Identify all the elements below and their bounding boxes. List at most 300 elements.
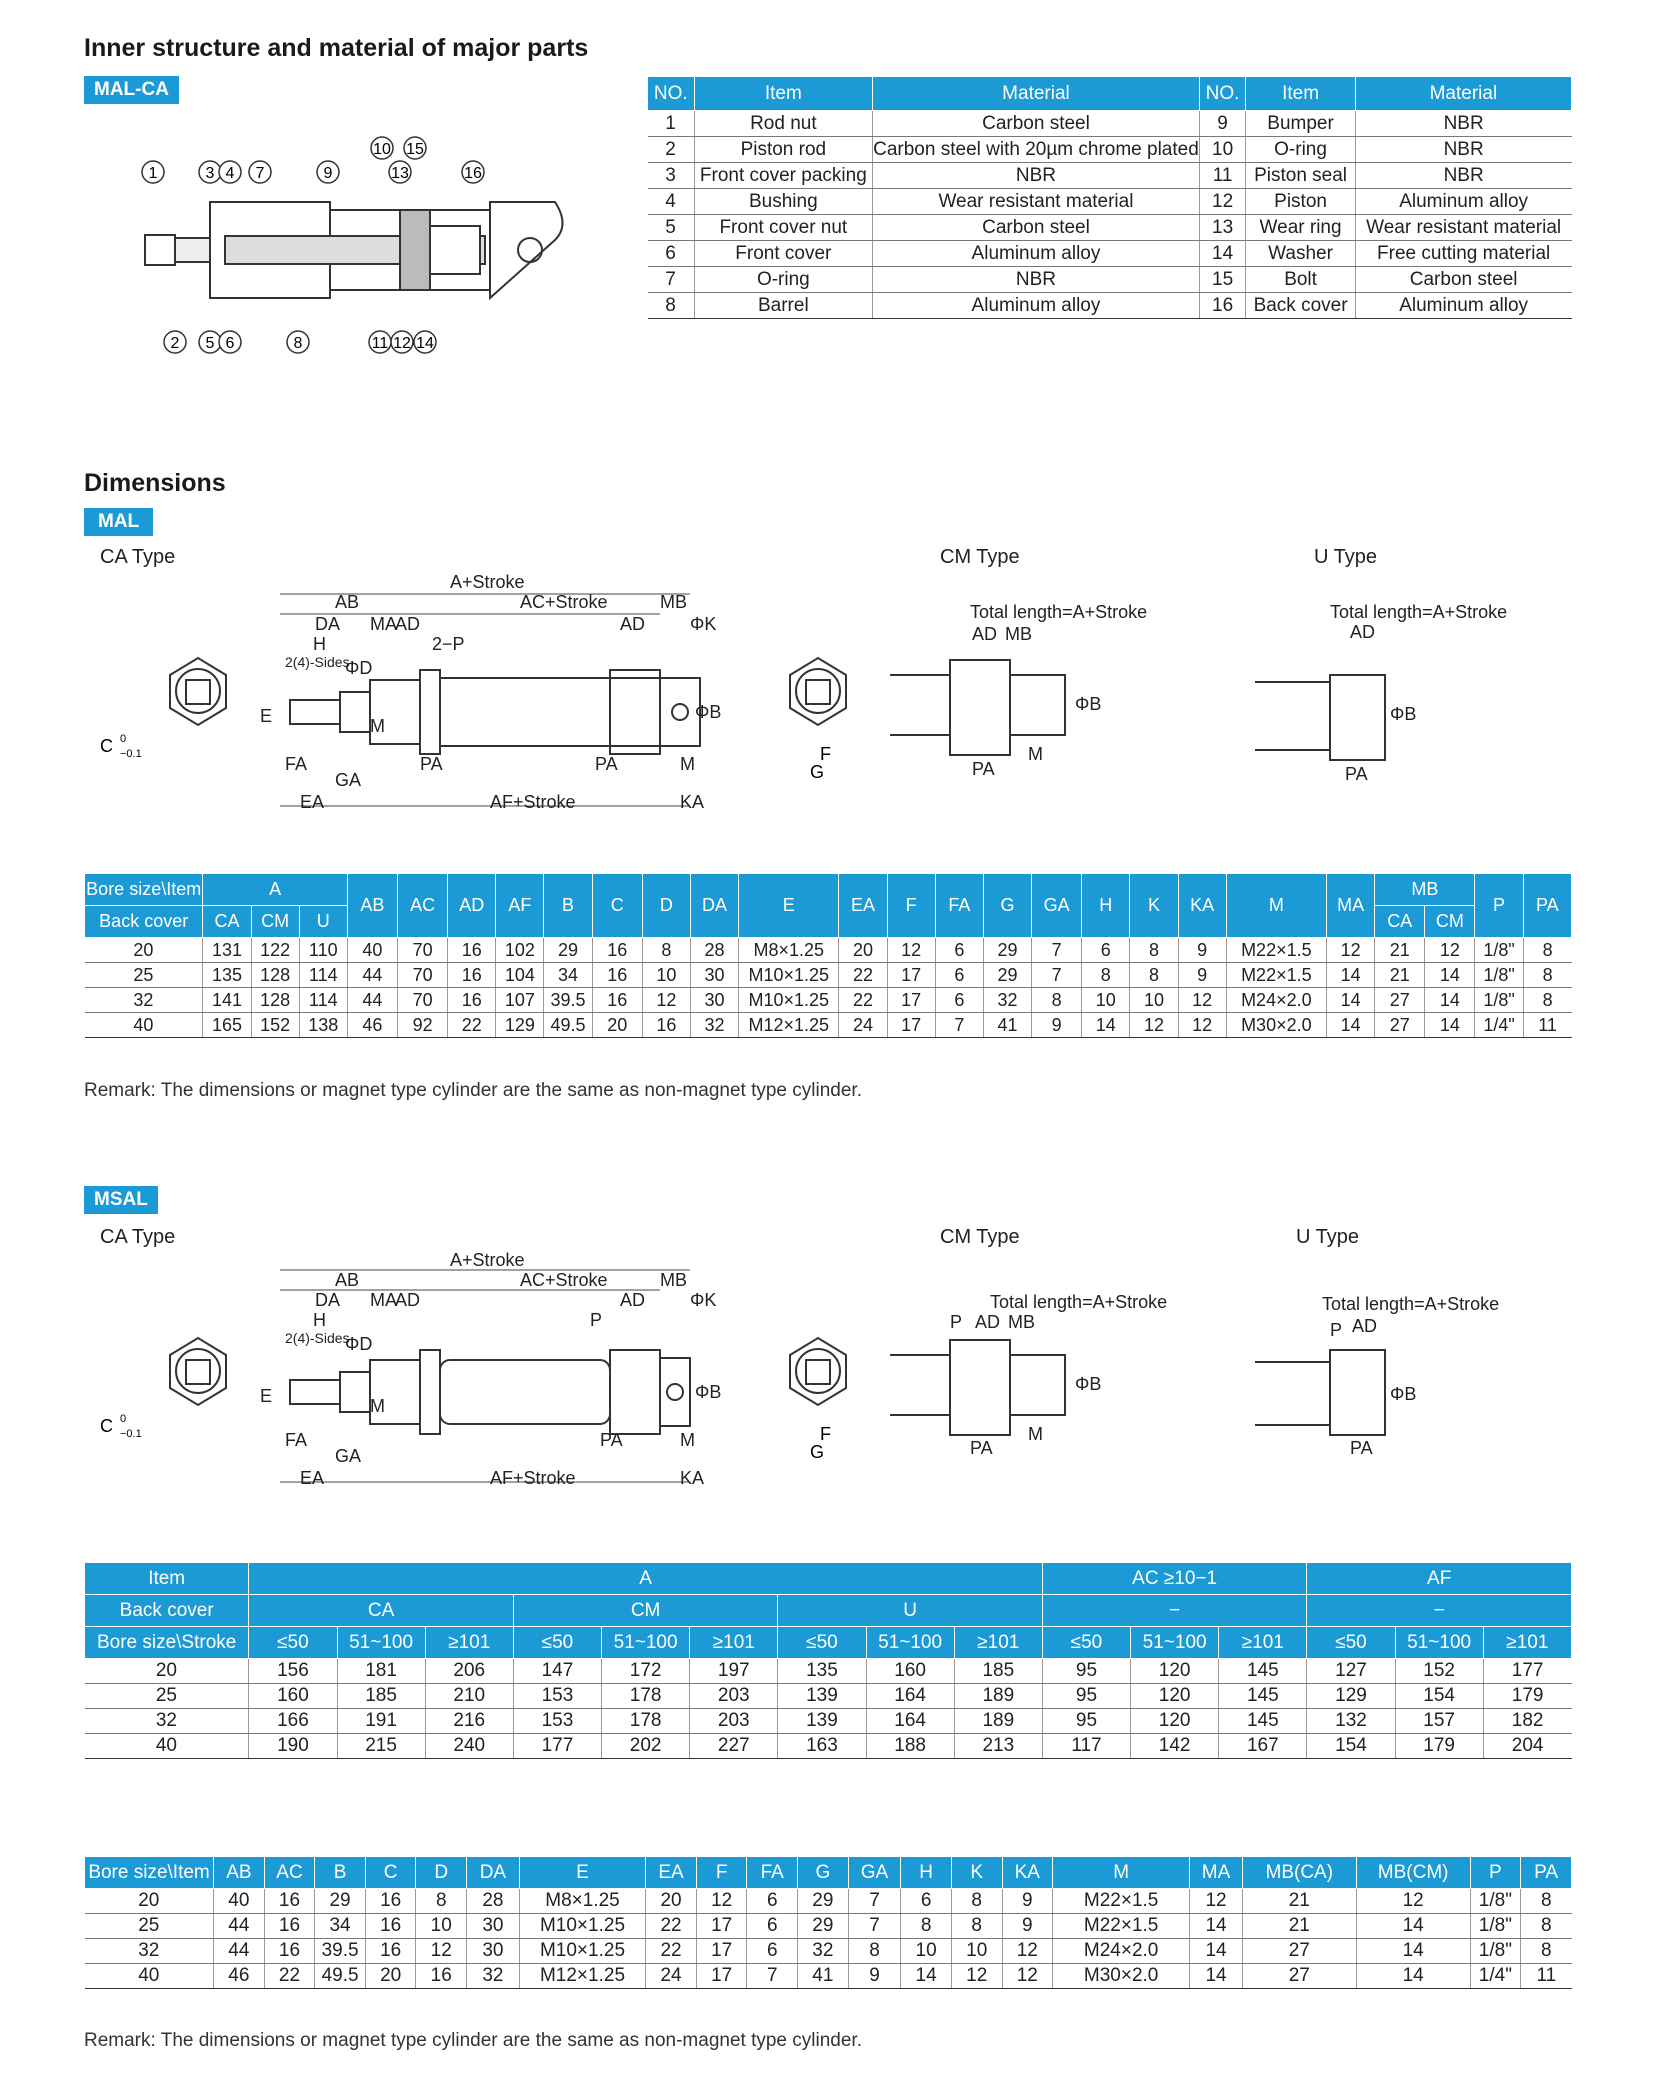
table-cell: 8 bbox=[901, 1914, 952, 1939]
table-cell: 6 bbox=[747, 1889, 798, 1914]
table-cell: Wear ring bbox=[1246, 215, 1355, 241]
svg-text:A+Stroke: A+Stroke bbox=[450, 572, 525, 592]
table-cell: 202 bbox=[602, 1734, 690, 1759]
table-cell: 8 bbox=[1130, 938, 1178, 963]
header-cell: D bbox=[416, 1857, 467, 1889]
svg-text:AD: AD bbox=[620, 614, 646, 634]
table-cell: NBR bbox=[873, 267, 1200, 293]
table-cell: 215 bbox=[337, 1734, 425, 1759]
header-cell: K bbox=[1130, 874, 1178, 938]
header-cell: GA bbox=[1032, 874, 1082, 938]
table-cell: 20 bbox=[839, 938, 887, 963]
table-cell: 95 bbox=[1042, 1684, 1130, 1709]
table-cell: 17 bbox=[696, 1964, 747, 1989]
msal-dimension-table bbox=[84, 1856, 1572, 1989]
table-cell: M24×2.0 bbox=[1226, 988, 1326, 1013]
table-cell: Wear resistant material bbox=[873, 189, 1200, 215]
svg-text:E: E bbox=[260, 706, 273, 726]
header-cell: ≥101 bbox=[1219, 1627, 1307, 1659]
table-cell: 14 bbox=[1356, 1964, 1470, 1989]
table-cell: 177 bbox=[1483, 1659, 1571, 1684]
svg-text:2(4)-Sides: 2(4)-Sides bbox=[285, 654, 350, 670]
svg-text:MA: MA bbox=[370, 614, 397, 634]
table-cell: 185 bbox=[337, 1684, 425, 1709]
table-cell: 12 bbox=[1178, 1013, 1226, 1038]
header-cell: Back cover bbox=[85, 1595, 249, 1627]
inner-structure-drawing bbox=[130, 130, 580, 360]
table-cell: M10×1.25 bbox=[519, 1914, 646, 1939]
mal-remark: Remark: The dimensions or magnet type cylinder are the same as non-magnet type cylinder. bbox=[84, 1080, 862, 1101]
table-cell: 120 bbox=[1131, 1659, 1219, 1684]
table-cell: Back cover bbox=[1246, 293, 1355, 319]
table-cell: 120 bbox=[1131, 1684, 1219, 1709]
table-cell: 70 bbox=[398, 963, 448, 988]
table-cell: 8 bbox=[642, 938, 690, 963]
header-cell: F bbox=[887, 874, 935, 938]
msal-remark: Remark: The dimensions or magnet type cylinder are the same as non-magnet type cylinder. bbox=[84, 2030, 862, 2051]
svg-text:H: H bbox=[313, 1310, 326, 1330]
table-cell: Bushing bbox=[694, 189, 873, 215]
table-cell: Aluminum alloy bbox=[873, 293, 1200, 319]
table-cell: 135 bbox=[778, 1659, 866, 1684]
table-cell: Carbon steel bbox=[873, 111, 1200, 137]
svg-text:GA: GA bbox=[335, 1446, 362, 1466]
svg-text:AB: AB bbox=[335, 1270, 360, 1290]
callout-number: 2 bbox=[170, 335, 180, 352]
table-cell: 21 bbox=[1375, 938, 1425, 963]
header-cell: A bbox=[203, 874, 347, 906]
table-cell: 117 bbox=[1042, 1734, 1130, 1759]
table-cell: 8 bbox=[1523, 963, 1571, 988]
table-cell: 29 bbox=[983, 938, 1031, 963]
table-cell: 16 bbox=[264, 1889, 315, 1914]
callout-number: 1 bbox=[148, 165, 158, 182]
table-cell: Bumper bbox=[1246, 111, 1355, 137]
table-cell: 114 bbox=[299, 963, 347, 988]
header-cell: AC bbox=[398, 874, 448, 938]
table-cell: 39.5 bbox=[544, 988, 592, 1013]
table-cell: 12 bbox=[1002, 1964, 1053, 1989]
svg-text:PA: PA bbox=[1345, 764, 1368, 784]
table-cell: 20 bbox=[646, 1889, 697, 1914]
table-cell: 102 bbox=[496, 938, 544, 963]
table-cell: 164 bbox=[866, 1684, 954, 1709]
table-cell: 14 bbox=[1190, 1964, 1243, 1989]
table-cell: 142 bbox=[1131, 1734, 1219, 1759]
table-cell: Washer bbox=[1246, 241, 1355, 267]
table-row bbox=[648, 215, 1572, 241]
table-cell: 189 bbox=[954, 1709, 1042, 1734]
table-cell: 17 bbox=[696, 1914, 747, 1939]
table-cell: 120 bbox=[1131, 1709, 1219, 1734]
table-cell: 167 bbox=[1219, 1734, 1307, 1759]
table-cell: 12 bbox=[1425, 938, 1475, 963]
table-cell: 16 bbox=[642, 1013, 690, 1038]
header-cell: U bbox=[299, 906, 347, 938]
header-cell: EA bbox=[646, 1857, 697, 1889]
table-cell: M10×1.25 bbox=[519, 1939, 646, 1964]
table-cell: 135 bbox=[203, 963, 251, 988]
table-row bbox=[648, 293, 1572, 319]
header-cell: Item bbox=[1246, 77, 1355, 111]
table-cell: 20 bbox=[365, 1964, 416, 1989]
header-cell: AD bbox=[448, 874, 496, 938]
table-cell: 10 bbox=[951, 1939, 1002, 1964]
header-cell: Bore size\Stroke bbox=[85, 1627, 249, 1659]
table-cell: 154 bbox=[1307, 1734, 1395, 1759]
table-cell: 22 bbox=[264, 1964, 315, 1989]
table-cell: 165 bbox=[203, 1013, 251, 1038]
table-cell: 154 bbox=[1395, 1684, 1483, 1709]
header-cell: AB bbox=[347, 874, 397, 938]
header-cell: M bbox=[1226, 874, 1326, 938]
header-cell: U bbox=[778, 1595, 1043, 1627]
table-cell: 16 bbox=[1199, 293, 1246, 319]
table-cell: 160 bbox=[249, 1684, 337, 1709]
table-cell: 30 bbox=[690, 988, 738, 1013]
msal-stroke-table bbox=[84, 1562, 1572, 1759]
table-cell: 14 bbox=[1190, 1939, 1243, 1964]
table-cell: 40 bbox=[214, 1889, 265, 1914]
table-cell: 44 bbox=[347, 963, 397, 988]
msal-hex-end-view-right bbox=[790, 1338, 846, 1405]
table-cell: M22×1.5 bbox=[1053, 1889, 1190, 1914]
table-cell: 189 bbox=[954, 1684, 1042, 1709]
callout-number: 10 bbox=[373, 141, 391, 158]
header-cell: M bbox=[1053, 1857, 1190, 1889]
msal-cm-type-view bbox=[890, 1340, 1065, 1435]
header-cell: MB bbox=[1375, 874, 1475, 906]
table-cell: 46 bbox=[214, 1964, 265, 1989]
table-cell: 44 bbox=[214, 1939, 265, 1964]
table-cell: Carbon steel bbox=[873, 215, 1200, 241]
callout-number: 7 bbox=[255, 165, 265, 182]
table-cell: 24 bbox=[646, 1964, 697, 1989]
header-cell: MA bbox=[1327, 874, 1375, 938]
table-cell: 25 bbox=[85, 1684, 249, 1709]
table-cell: 9 bbox=[848, 1964, 901, 1989]
table-cell: 2 bbox=[648, 137, 695, 163]
table-cell: 6 bbox=[747, 1939, 798, 1964]
table-cell: 16 bbox=[365, 1889, 416, 1914]
svg-text:H: H bbox=[313, 634, 326, 654]
svg-text:ΦB: ΦB bbox=[1075, 1374, 1102, 1394]
table-cell: 6 bbox=[1082, 938, 1130, 963]
table-cell: 12 bbox=[1190, 1889, 1243, 1914]
svg-text:MB: MB bbox=[1005, 624, 1032, 644]
header-cell: H bbox=[1082, 874, 1130, 938]
header-cell: ≥101 bbox=[954, 1627, 1042, 1659]
svg-text:ΦB: ΦB bbox=[1390, 704, 1417, 724]
cylinder-section bbox=[145, 202, 563, 298]
table-cell: 14 bbox=[1356, 1939, 1470, 1964]
table-cell: 185 bbox=[954, 1659, 1042, 1684]
table-cell: 12 bbox=[951, 1964, 1002, 1989]
table-cell: 110 bbox=[299, 938, 347, 963]
callout-number: 11 bbox=[371, 335, 389, 352]
mal-u-type-label: U Type bbox=[1314, 546, 1377, 568]
table-cell: 139 bbox=[778, 1709, 866, 1734]
table-cell: Carbon steel bbox=[1355, 267, 1571, 293]
svg-text:Total length=A+Stroke: Total length=A+Stroke bbox=[990, 1292, 1168, 1312]
callout-number: 5 bbox=[205, 335, 215, 352]
svg-text:AD: AD bbox=[620, 1290, 646, 1310]
msal-cm-type-label: CM Type bbox=[940, 1226, 1020, 1248]
svg-text:PA: PA bbox=[1350, 1438, 1373, 1458]
header-cell: AC ≥10−1 bbox=[1042, 1563, 1307, 1595]
table-cell: 49.5 bbox=[544, 1013, 592, 1038]
callout-number: 9 bbox=[323, 165, 333, 182]
table-cell: 206 bbox=[425, 1659, 513, 1684]
table-cell: 32 bbox=[467, 1964, 520, 1989]
table-cell: 27 bbox=[1375, 1013, 1425, 1038]
header-cell: − bbox=[1042, 1595, 1307, 1627]
table-row bbox=[85, 1964, 1572, 1989]
table-cell: 92 bbox=[398, 1013, 448, 1038]
svg-text:M: M bbox=[1028, 1424, 1043, 1444]
svg-text:MB: MB bbox=[1008, 1312, 1035, 1332]
table-cell: 160 bbox=[866, 1659, 954, 1684]
table-cell: 7 bbox=[747, 1964, 798, 1989]
table-cell: 128 bbox=[251, 963, 299, 988]
table-cell: 9 bbox=[1002, 1889, 1053, 1914]
svg-text:2(4)-Sides: 2(4)-Sides bbox=[285, 1330, 350, 1346]
table-cell: 14 bbox=[1425, 1013, 1475, 1038]
table-cell: 14 bbox=[1425, 988, 1475, 1013]
table-cell: 8 bbox=[951, 1889, 1002, 1914]
parts-material-table bbox=[647, 76, 1572, 319]
table-cell: 12 bbox=[1130, 1013, 1178, 1038]
svg-text:ΦK: ΦK bbox=[690, 614, 717, 634]
table-cell: 21 bbox=[1375, 963, 1425, 988]
table-cell: 44 bbox=[347, 988, 397, 1013]
svg-text:AD: AD bbox=[1350, 622, 1376, 642]
svg-text:AD: AD bbox=[1352, 1316, 1378, 1336]
table-cell: 14 bbox=[1356, 1914, 1470, 1939]
table-cell: 5 bbox=[648, 215, 695, 241]
table-cell: 1/4" bbox=[1475, 1013, 1523, 1038]
svg-text:M: M bbox=[680, 754, 695, 774]
table-cell: Bolt bbox=[1246, 267, 1355, 293]
table-cell: 1/8" bbox=[1470, 1914, 1521, 1939]
table-row bbox=[85, 1939, 1572, 1964]
table-cell: 181 bbox=[337, 1659, 425, 1684]
table-cell: 34 bbox=[315, 1914, 366, 1939]
table-cell: 30 bbox=[690, 963, 738, 988]
table-cell: 1/8" bbox=[1475, 988, 1523, 1013]
table-cell: 22 bbox=[448, 1013, 496, 1038]
table-cell: 3 bbox=[648, 163, 695, 189]
table-cell: 14 bbox=[1425, 963, 1475, 988]
table-cell: 7 bbox=[1032, 938, 1082, 963]
header-cell: CA bbox=[203, 906, 251, 938]
table-cell: 182 bbox=[1483, 1709, 1571, 1734]
table-cell: Barrel bbox=[694, 293, 873, 319]
svg-text:F: F bbox=[820, 1424, 831, 1444]
svg-text:P: P bbox=[590, 1310, 603, 1330]
svg-text:DA: DA bbox=[315, 614, 341, 634]
svg-text:0: 0 bbox=[120, 733, 127, 745]
header-cell: KA bbox=[1002, 1857, 1053, 1889]
header-cell: G bbox=[798, 1857, 849, 1889]
table-cell: 203 bbox=[690, 1684, 778, 1709]
mal-ca-type-label: CA Type bbox=[100, 546, 176, 568]
table-cell: M12×1.25 bbox=[519, 1964, 646, 1989]
svg-text:ΦD: ΦD bbox=[345, 1334, 373, 1354]
header-cell: ≥101 bbox=[1483, 1627, 1571, 1659]
table-cell: 22 bbox=[646, 1939, 697, 1964]
svg-text:ΦD: ΦD bbox=[345, 658, 373, 678]
msal-ca-type-label: CA Type bbox=[100, 1226, 176, 1248]
table-cell: 12 bbox=[1327, 938, 1375, 963]
table-row bbox=[648, 111, 1572, 137]
table-cell: NBR bbox=[1355, 111, 1571, 137]
table-cell: 32 bbox=[85, 988, 203, 1013]
table-cell: 16 bbox=[365, 1939, 416, 1964]
header-cell: NO. bbox=[648, 77, 695, 111]
mal-cm-type-label: CM Type bbox=[940, 546, 1020, 568]
table-cell: 147 bbox=[513, 1659, 601, 1684]
table-cell: 14 bbox=[901, 1964, 952, 1989]
table-cell: 210 bbox=[425, 1684, 513, 1709]
table-cell: 20 bbox=[592, 1013, 642, 1038]
table-cell: 14 bbox=[1190, 1914, 1243, 1939]
table-cell: 8 bbox=[1523, 938, 1571, 963]
hex-end-view-left bbox=[170, 658, 226, 725]
msal-u-type-view bbox=[1255, 1350, 1385, 1435]
table-cell: 6 bbox=[935, 988, 983, 1013]
svg-text:Total length=A+Stroke: Total length=A+Stroke bbox=[1322, 1294, 1500, 1314]
header-cell: ≤50 bbox=[778, 1627, 866, 1659]
table-cell: 8 bbox=[1130, 963, 1178, 988]
header-cell: E bbox=[519, 1857, 646, 1889]
header-cell: KA bbox=[1178, 874, 1226, 938]
header-cell: EA bbox=[839, 874, 887, 938]
table-cell: 7 bbox=[935, 1013, 983, 1038]
table-cell: 11 bbox=[1199, 163, 1246, 189]
table-cell: Carbon steel with 20µm chrome plated bbox=[873, 137, 1200, 163]
svg-text:Total length=A+Stroke: Total length=A+Stroke bbox=[1330, 602, 1508, 622]
table-cell: 129 bbox=[496, 1013, 544, 1038]
header-cell: PA bbox=[1521, 1857, 1572, 1889]
svg-text:FA: FA bbox=[285, 754, 308, 774]
svg-text:Total length=A+Stroke: Total length=A+Stroke bbox=[970, 602, 1148, 622]
table-cell: 16 bbox=[592, 938, 642, 963]
table-cell: 27 bbox=[1242, 1939, 1356, 1964]
table-cell: Piston rod bbox=[694, 137, 873, 163]
table-cell: 41 bbox=[983, 1013, 1031, 1038]
table-cell: 30 bbox=[467, 1939, 520, 1964]
table-cell: 8 bbox=[1521, 1914, 1572, 1939]
table-cell: 29 bbox=[983, 963, 1031, 988]
table-cell: 156 bbox=[249, 1659, 337, 1684]
cm-type-view bbox=[890, 660, 1065, 755]
header-cell: Back cover bbox=[85, 906, 203, 938]
dimension-text bbox=[260, 572, 721, 812]
table-cell: 30 bbox=[467, 1914, 520, 1939]
table-cell: 16 bbox=[264, 1939, 315, 1964]
header-cell: ≤50 bbox=[513, 1627, 601, 1659]
table-cell: 1/8" bbox=[1470, 1939, 1521, 1964]
table-cell: 29 bbox=[544, 938, 592, 963]
table-cell: M10×1.25 bbox=[739, 963, 839, 988]
svg-text:−0.1: −0.1 bbox=[120, 748, 142, 760]
table-cell: 131 bbox=[203, 938, 251, 963]
table-cell: 22 bbox=[839, 988, 887, 1013]
msal-cylinder-side-view bbox=[290, 1350, 690, 1434]
table-cell: 32 bbox=[690, 1013, 738, 1038]
table-cell: 40 bbox=[85, 1734, 249, 1759]
table-cell: O-ring bbox=[694, 267, 873, 293]
table-row bbox=[85, 938, 1572, 963]
table-cell: 14 bbox=[1199, 241, 1246, 267]
table-cell: 163 bbox=[778, 1734, 866, 1759]
table-cell: 179 bbox=[1395, 1734, 1483, 1759]
header-cell: Material bbox=[1355, 77, 1571, 111]
table-cell: 40 bbox=[347, 938, 397, 963]
header-cell: AC bbox=[264, 1857, 315, 1889]
table-cell: 107 bbox=[496, 988, 544, 1013]
header-cell: 51~100 bbox=[1395, 1627, 1483, 1659]
table-row bbox=[85, 1659, 1572, 1684]
header-cell: Item bbox=[85, 1563, 249, 1595]
table-cell: 153 bbox=[513, 1684, 601, 1709]
table-cell: 8 bbox=[1032, 988, 1082, 1013]
svg-text:PA: PA bbox=[420, 754, 443, 774]
table-cell: 9 bbox=[1178, 963, 1226, 988]
header-cell: CM bbox=[513, 1595, 778, 1627]
table-row bbox=[85, 1914, 1572, 1939]
table-cell: 10 bbox=[1082, 988, 1130, 1013]
table-row bbox=[85, 1734, 1572, 1759]
table-row bbox=[85, 1013, 1572, 1038]
svg-text:KA: KA bbox=[680, 792, 705, 812]
svg-text:MB: MB bbox=[660, 1270, 687, 1290]
table-cell: 11 bbox=[1523, 1013, 1571, 1038]
header-cell: D bbox=[642, 874, 690, 938]
msal-u-type-label: U Type bbox=[1296, 1226, 1359, 1248]
header-cell: P bbox=[1470, 1857, 1521, 1889]
table-cell: M8×1.25 bbox=[519, 1889, 646, 1914]
table-cell: 8 bbox=[1082, 963, 1130, 988]
hex-end-view-right bbox=[790, 658, 846, 725]
table-cell: 12 bbox=[696, 1889, 747, 1914]
svg-text:MA: MA bbox=[370, 1290, 397, 1310]
table-cell: 8 bbox=[848, 1939, 901, 1964]
svg-text:F: F bbox=[820, 744, 831, 764]
svg-text:P: P bbox=[950, 1312, 963, 1332]
table-cell: 32 bbox=[85, 1939, 214, 1964]
header-cell: ≥101 bbox=[690, 1627, 778, 1659]
table-row bbox=[85, 1709, 1572, 1734]
table-cell: 20 bbox=[85, 1889, 214, 1914]
table-cell: 7 bbox=[1032, 963, 1082, 988]
header-cell: B bbox=[544, 874, 592, 938]
cylinder-side-view bbox=[290, 670, 700, 754]
table-cell: 164 bbox=[866, 1709, 954, 1734]
table-cell: M22×1.5 bbox=[1226, 963, 1326, 988]
table-cell: 14 bbox=[1327, 963, 1375, 988]
table-cell: 145 bbox=[1219, 1684, 1307, 1709]
table-cell: 28 bbox=[690, 938, 738, 963]
table-cell: 191 bbox=[337, 1709, 425, 1734]
table-cell: Rod nut bbox=[694, 111, 873, 137]
table-cell: 1/4" bbox=[1470, 1964, 1521, 1989]
header-cell: CM bbox=[251, 906, 299, 938]
table-cell: 16 bbox=[448, 963, 496, 988]
table-cell: O-ring bbox=[1246, 137, 1355, 163]
table-cell: Aluminum alloy bbox=[873, 241, 1200, 267]
